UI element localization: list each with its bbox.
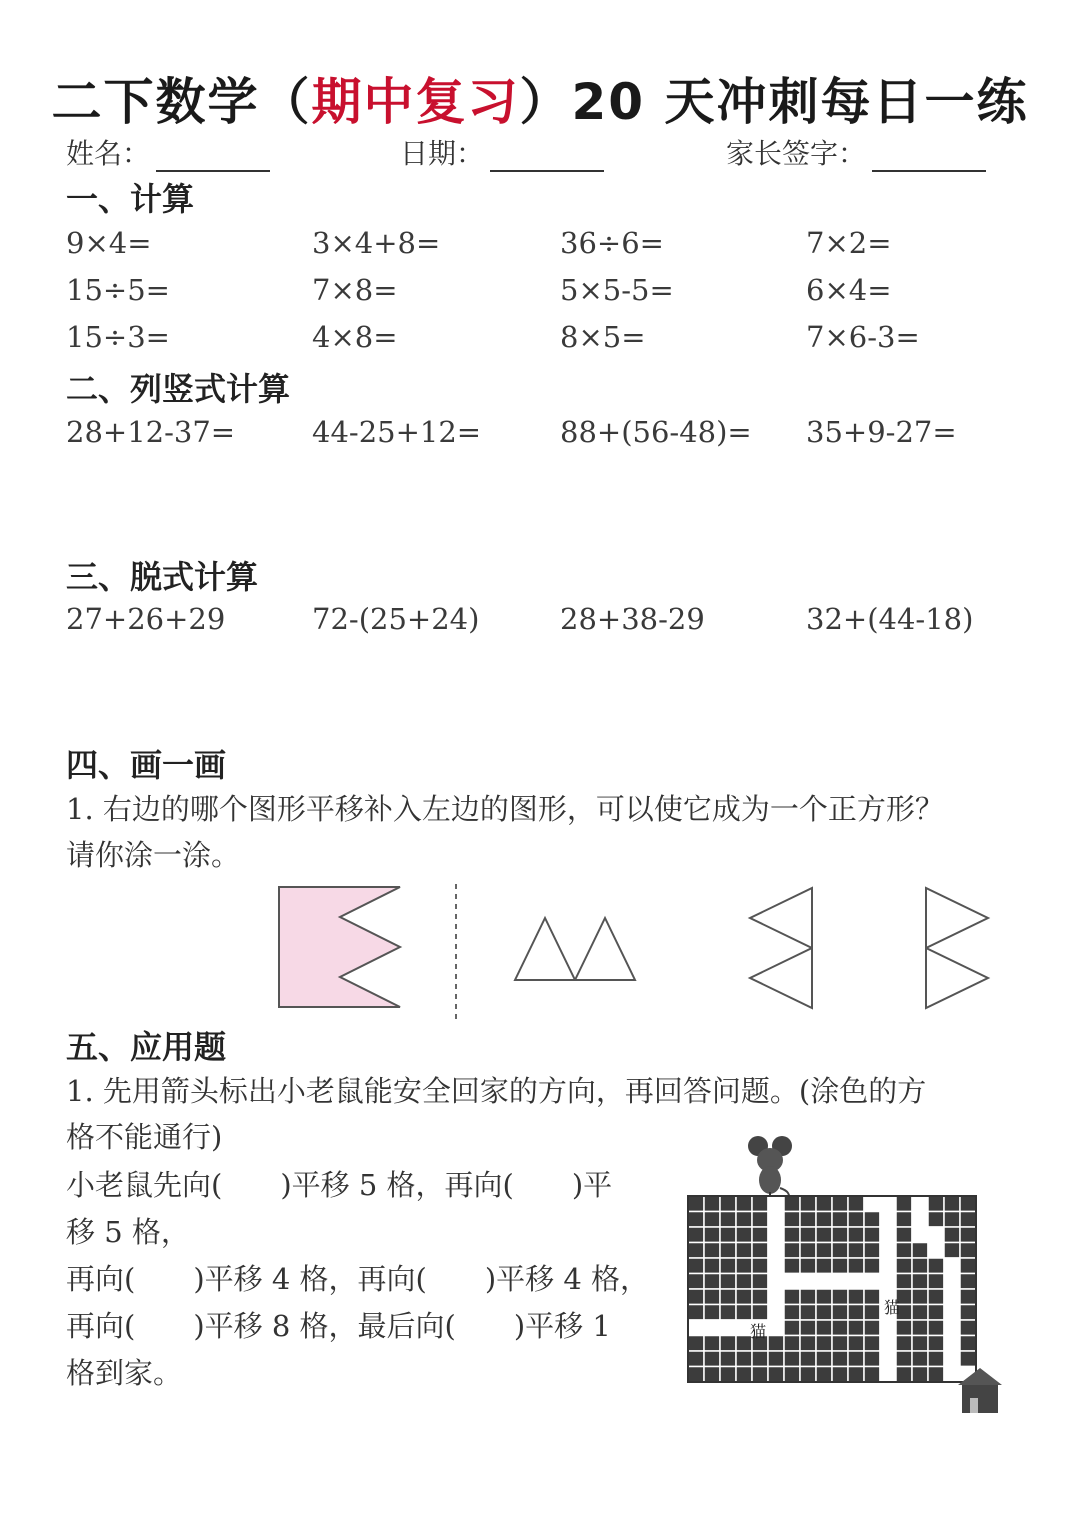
grid-cell[interactable] (944, 1351, 960, 1367)
grid-cell[interactable] (688, 1274, 704, 1290)
grid-cell[interactable] (688, 1351, 704, 1367)
grid-cell[interactable] (784, 1274, 800, 1290)
problem: 27+26+29 (66, 602, 226, 636)
option-triangles-right[interactable] (926, 888, 988, 1008)
grid-cell[interactable] (784, 1367, 800, 1383)
grid-cell[interactable] (896, 1320, 912, 1336)
grid-cell[interactable] (688, 1305, 704, 1321)
grid-cell[interactable] (928, 1305, 944, 1321)
problem: 8×5= (560, 320, 646, 354)
grid-cell[interactable] (816, 1212, 832, 1228)
problem: 7×8= (312, 273, 398, 307)
grid-cell[interactable] (960, 1320, 976, 1336)
grid-cell[interactable] (736, 1196, 752, 1212)
problem: 7×6-3= (806, 320, 920, 354)
grid-cell[interactable] (880, 1320, 896, 1336)
grid-cell[interactable] (960, 1212, 976, 1228)
grid-cell[interactable] (720, 1305, 736, 1321)
title-prefix: 二下数学（ (51, 73, 312, 131)
grid-cell[interactable] (944, 1336, 960, 1352)
problem: 4×8= (312, 320, 398, 354)
shapes-figure (270, 880, 1000, 1020)
grid-cell[interactable] (800, 1320, 816, 1336)
grid-cell[interactable] (944, 1274, 960, 1290)
problem: 72-(25+24) (312, 602, 480, 636)
grid-cell[interactable] (928, 1289, 944, 1305)
question-text: 请你涂一涂。 (66, 838, 241, 872)
grid-cell[interactable] (816, 1289, 832, 1305)
grid-cell[interactable] (848, 1305, 864, 1321)
grid-cell[interactable] (704, 1367, 720, 1383)
grid-cell[interactable] (912, 1227, 928, 1243)
problem: 28+12-37= (66, 415, 236, 449)
title-highlight: 期中复习 (311, 73, 520, 131)
grid-cell[interactable] (720, 1336, 736, 1352)
grid-cell[interactable] (896, 1258, 912, 1274)
grid-cell[interactable] (928, 1336, 944, 1352)
section-5-heading: 五、应用题 (66, 1028, 227, 1066)
grid-cell[interactable] (880, 1351, 896, 1367)
grid-cell[interactable] (880, 1196, 896, 1212)
grid-cell[interactable] (896, 1212, 912, 1228)
grid-cell[interactable] (944, 1320, 960, 1336)
grid-cell[interactable] (960, 1227, 976, 1243)
grid-cell[interactable] (720, 1196, 736, 1212)
answer-line: 再向( )平移 4 格，再向( )平移 4 格， (66, 1262, 650, 1296)
grid-cell[interactable] (784, 1289, 800, 1305)
grid-cell[interactable] (864, 1305, 880, 1321)
grid-cell[interactable] (960, 1289, 976, 1305)
option-triangles-left[interactable] (750, 888, 812, 1008)
grid-cell[interactable] (720, 1258, 736, 1274)
grid-cell[interactable] (736, 1351, 752, 1367)
grid-cell[interactable] (816, 1305, 832, 1321)
grid-cell[interactable] (720, 1243, 736, 1259)
grid-cell[interactable] (912, 1320, 928, 1336)
problem: 44-25+12= (312, 415, 482, 449)
grid-cell[interactable] (784, 1258, 800, 1274)
grid-cell[interactable] (704, 1289, 720, 1305)
grid-cell[interactable] (912, 1258, 928, 1274)
grid-cell[interactable] (800, 1351, 816, 1367)
grid-cell[interactable] (832, 1336, 848, 1352)
grid-cell[interactable] (848, 1196, 864, 1212)
grid-cell[interactable] (800, 1243, 816, 1259)
grid-cell[interactable] (784, 1196, 800, 1212)
grid-cell[interactable] (880, 1212, 896, 1228)
grid-cell[interactable] (784, 1351, 800, 1367)
grid-cell[interactable] (768, 1274, 784, 1290)
grid-cell[interactable] (848, 1289, 864, 1305)
grid-cell[interactable] (752, 1367, 768, 1383)
grid-cell[interactable] (848, 1351, 864, 1367)
grid-cell[interactable] (688, 1336, 704, 1352)
grid-cell[interactable] (688, 1289, 704, 1305)
problem: 32+(44-18) (806, 602, 974, 636)
grid-cell[interactable] (688, 1227, 704, 1243)
grid-cell[interactable] (832, 1305, 848, 1321)
grid-cell[interactable] (704, 1320, 720, 1336)
grid-cell[interactable] (752, 1196, 768, 1212)
grid-cell[interactable] (832, 1351, 848, 1367)
grid-cell[interactable] (688, 1320, 704, 1336)
grid-cell[interactable] (944, 1212, 960, 1228)
grid-cell[interactable] (800, 1196, 816, 1212)
grid-cell[interactable] (864, 1274, 880, 1290)
grid-cell[interactable] (848, 1336, 864, 1352)
grid-cell[interactable] (816, 1243, 832, 1259)
grid-cell[interactable] (880, 1243, 896, 1259)
grid-cell[interactable] (928, 1227, 944, 1243)
problem: 5×5-5= (560, 273, 674, 307)
grid-cell[interactable] (896, 1367, 912, 1383)
grid-cell[interactable] (848, 1243, 864, 1259)
grid-cell[interactable] (832, 1196, 848, 1212)
grid-cell[interactable] (720, 1351, 736, 1367)
grid-cell[interactable] (848, 1258, 864, 1274)
grid-cell[interactable] (800, 1227, 816, 1243)
problem: 6×4= (806, 273, 892, 307)
grid-cell[interactable] (704, 1336, 720, 1352)
problem: 15÷3= (66, 320, 170, 354)
grid-cell[interactable] (896, 1227, 912, 1243)
question-text: 1. 右边的哪个图形平移补入左边的图形，可以使它成为一个正方形？ (66, 792, 944, 826)
grid-cell[interactable] (944, 1243, 960, 1259)
grid-cell[interactable] (944, 1196, 960, 1212)
grid-cell[interactable] (928, 1274, 944, 1290)
grid-cell[interactable] (944, 1258, 960, 1274)
grid-cell[interactable] (720, 1227, 736, 1243)
grid-cell[interactable] (960, 1274, 976, 1290)
grid-cell[interactable] (800, 1367, 816, 1383)
grid-cell[interactable] (864, 1196, 880, 1212)
grid-cell[interactable] (720, 1274, 736, 1290)
answer-line: 小老鼠先向( )平移 5 格，再向( )平 (66, 1168, 613, 1202)
option-triangles-up[interactable] (515, 918, 635, 980)
title-suffix: ）20 天冲刺每日一练 (519, 73, 1029, 131)
grid-cell[interactable] (800, 1336, 816, 1352)
grid-cell[interactable] (752, 1351, 768, 1367)
grid-cell[interactable] (688, 1243, 704, 1259)
name-field (66, 132, 270, 172)
grid-cell[interactable] (864, 1289, 880, 1305)
grid-cell[interactable] (768, 1243, 784, 1259)
grid-cell[interactable] (768, 1367, 784, 1383)
grid-cell[interactable] (960, 1196, 976, 1212)
grid-cell[interactable] (912, 1289, 928, 1305)
parent-blank[interactable] (872, 144, 986, 172)
grid-cell[interactable] (768, 1351, 784, 1367)
grid-cell[interactable] (736, 1274, 752, 1290)
grid-cell[interactable] (816, 1227, 832, 1243)
grid-cell[interactable] (720, 1320, 736, 1336)
grid-cell[interactable] (736, 1258, 752, 1274)
grid-cell[interactable] (912, 1212, 928, 1228)
grid-cell[interactable] (864, 1367, 880, 1383)
grid-cell[interactable] (848, 1212, 864, 1228)
grid-cell[interactable] (832, 1274, 848, 1290)
problem: 9×4= (66, 226, 152, 260)
grid-cell[interactable] (688, 1196, 704, 1212)
problem: 15÷5= (66, 273, 170, 307)
grid-cell[interactable] (800, 1305, 816, 1321)
page-title (0, 62, 1080, 134)
question-text: 格不能通行) (66, 1120, 223, 1154)
grid-cell[interactable] (928, 1351, 944, 1367)
maze-grid[interactable] (688, 1196, 976, 1382)
grid-cell[interactable] (752, 1305, 768, 1321)
grid-cell[interactable] (704, 1227, 720, 1243)
grid-cell[interactable] (784, 1305, 800, 1321)
grid-cell[interactable] (960, 1336, 976, 1352)
problem: 7×2= (806, 226, 892, 260)
grid-cell[interactable] (816, 1351, 832, 1367)
grid-cell[interactable] (928, 1243, 944, 1259)
name-blank[interactable] (156, 144, 270, 172)
grid-cell[interactable] (784, 1227, 800, 1243)
cat-label: 猫 (750, 1322, 767, 1341)
grid-cell[interactable] (832, 1320, 848, 1336)
grid-cell[interactable] (832, 1289, 848, 1305)
grid-cell[interactable] (960, 1351, 976, 1367)
grid-cell[interactable] (704, 1305, 720, 1321)
grid-cell[interactable] (816, 1336, 832, 1352)
grid-cell[interactable] (944, 1227, 960, 1243)
grid-cell[interactable] (688, 1258, 704, 1274)
grid-cell[interactable] (704, 1243, 720, 1259)
grid-cell[interactable] (784, 1320, 800, 1336)
grid-cell[interactable] (720, 1212, 736, 1228)
grid-cell[interactable] (896, 1274, 912, 1290)
grid-cell[interactable] (736, 1212, 752, 1228)
grid-cell[interactable] (752, 1212, 768, 1228)
grid-cell[interactable] (880, 1227, 896, 1243)
grid-cell[interactable] (784, 1336, 800, 1352)
grid-cell[interactable] (832, 1243, 848, 1259)
grid-cell[interactable] (832, 1367, 848, 1383)
grid-cell[interactable] (736, 1367, 752, 1383)
grid-cell[interactable] (848, 1320, 864, 1336)
problem: 88+(56-48)= (560, 415, 752, 449)
grid-cell[interactable] (832, 1227, 848, 1243)
grid-cell[interactable] (864, 1336, 880, 1352)
grid-cell[interactable] (704, 1196, 720, 1212)
grid-cell[interactable] (752, 1227, 768, 1243)
grid-cell[interactable] (816, 1274, 832, 1290)
grid-cell[interactable] (768, 1258, 784, 1274)
grid-cell[interactable] (800, 1274, 816, 1290)
date-field (400, 132, 604, 172)
answer-line: 移 5 格， (66, 1215, 190, 1249)
question-text: 1. 先用箭头标出小老鼠能安全回家的方向，再回答问题。(涂色的方 (66, 1074, 927, 1108)
answer-line: 格到家。 (66, 1356, 183, 1390)
notched-square-shape (279, 887, 400, 1007)
grid-cell[interactable] (864, 1351, 880, 1367)
grid-cell[interactable] (912, 1336, 928, 1352)
grid-cell[interactable] (944, 1289, 960, 1305)
grid-cell[interactable] (912, 1367, 928, 1383)
parent-label: 家长签字： (726, 137, 867, 170)
grid-cell[interactable] (800, 1212, 816, 1228)
problem: 36÷6= (560, 226, 664, 260)
grid-cell[interactable] (880, 1336, 896, 1352)
grid-cell[interactable] (832, 1258, 848, 1274)
section-4-heading: 四、画一画 (66, 746, 227, 784)
problem: 28+38-29 (560, 602, 705, 636)
grid-cell[interactable] (752, 1258, 768, 1274)
section-1-heading: 一、计算 (66, 180, 195, 218)
grid-cell[interactable] (768, 1289, 784, 1305)
grid-cell[interactable] (896, 1351, 912, 1367)
mouse-icon (748, 1136, 792, 1200)
grid-cell[interactable] (768, 1320, 784, 1336)
grid-cell[interactable] (752, 1274, 768, 1290)
grid-cell[interactable] (704, 1258, 720, 1274)
grid-cell[interactable] (864, 1258, 880, 1274)
grid-cell[interactable] (784, 1212, 800, 1228)
grid-cell[interactable] (768, 1305, 784, 1321)
grid-cell[interactable] (944, 1305, 960, 1321)
grid-cell[interactable] (816, 1258, 832, 1274)
grid-cell[interactable] (928, 1258, 944, 1274)
cat-label: 猫 (884, 1298, 901, 1317)
grid-cell[interactable] (928, 1367, 944, 1383)
grid-cell[interactable] (784, 1243, 800, 1259)
grid-cell[interactable] (960, 1305, 976, 1321)
grid-cell[interactable] (816, 1320, 832, 1336)
section-2-heading: 二、列竖式计算 (66, 370, 291, 408)
grid-cell[interactable] (864, 1243, 880, 1259)
grid-cell[interactable] (896, 1243, 912, 1259)
grid-cell[interactable] (688, 1367, 704, 1383)
grid-cell[interactable] (752, 1289, 768, 1305)
grid-cell[interactable] (768, 1227, 784, 1243)
grid-cell[interactable] (704, 1212, 720, 1228)
grid-cell[interactable] (928, 1196, 944, 1212)
grid-cell[interactable] (896, 1336, 912, 1352)
grid-cell[interactable] (736, 1243, 752, 1259)
answer-line: 再向( )平移 8 格，最后向( )平移 1 (66, 1309, 611, 1343)
problem: 3×4+8= (312, 226, 441, 260)
grid-cell[interactable] (800, 1289, 816, 1305)
grid-cell[interactable] (848, 1227, 864, 1243)
grid-cell[interactable] (944, 1367, 960, 1383)
date-label: 日期： (400, 137, 485, 170)
grid-cell[interactable] (704, 1351, 720, 1367)
parent-signature-field (726, 132, 986, 172)
grid-cell[interactable] (960, 1258, 976, 1274)
grid-cell[interactable] (768, 1212, 784, 1228)
section-3-heading: 三、脱式计算 (66, 558, 259, 596)
grid-cell[interactable] (816, 1367, 832, 1383)
grid-cell[interactable] (752, 1243, 768, 1259)
grid-cell[interactable] (912, 1351, 928, 1367)
grid-cell[interactable] (912, 1274, 928, 1290)
grid-cell[interactable] (688, 1212, 704, 1228)
maze-figure (680, 1130, 1010, 1424)
grid-cell[interactable] (816, 1196, 832, 1212)
problem: 35+9-27= (806, 415, 957, 449)
grid-cell[interactable] (912, 1196, 928, 1212)
grid-cell[interactable] (736, 1289, 752, 1305)
date-blank[interactable] (490, 144, 604, 172)
grid-cell[interactable] (736, 1227, 752, 1243)
grid-cell[interactable] (832, 1212, 848, 1228)
grid-cell[interactable] (880, 1258, 896, 1274)
grid-cell[interactable] (864, 1212, 880, 1228)
name-label: 姓名： (66, 137, 151, 170)
grid-cell[interactable] (928, 1320, 944, 1336)
grid-cell[interactable] (912, 1243, 928, 1259)
grid-cell[interactable] (720, 1289, 736, 1305)
grid-cell[interactable] (800, 1258, 816, 1274)
grid-cell[interactable] (880, 1274, 896, 1290)
grid-cell[interactable] (896, 1196, 912, 1212)
grid-cell[interactable] (864, 1227, 880, 1243)
grid-cell[interactable] (768, 1196, 784, 1212)
grid-cell[interactable] (704, 1274, 720, 1290)
grid-cell[interactable] (736, 1305, 752, 1321)
grid-cell[interactable] (848, 1274, 864, 1290)
grid-cell[interactable] (864, 1320, 880, 1336)
grid-cell[interactable] (720, 1367, 736, 1383)
grid-cell[interactable] (848, 1367, 864, 1383)
grid-cell[interactable] (960, 1243, 976, 1259)
grid-cell[interactable] (912, 1305, 928, 1321)
grid-cell[interactable] (928, 1212, 944, 1228)
grid-cell[interactable] (768, 1336, 784, 1352)
grid-cell[interactable] (880, 1367, 896, 1383)
